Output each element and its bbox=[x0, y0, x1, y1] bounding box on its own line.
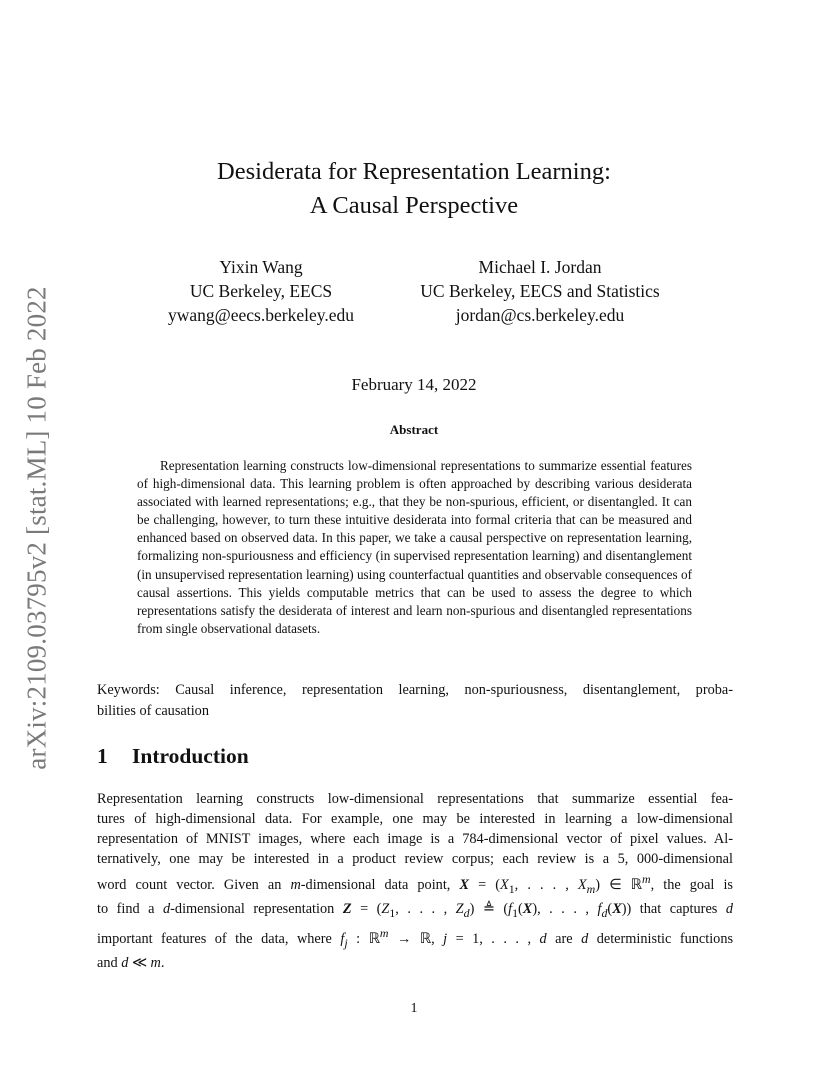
keywords bbox=[97, 680, 733, 721]
intro-line-6 bbox=[97, 899, 733, 923]
section-heading bbox=[97, 744, 249, 769]
text-segment: and bbox=[97, 954, 118, 971]
paper-date: February 14, 2022 bbox=[351, 375, 477, 394]
author-block-2 bbox=[400, 255, 680, 327]
author-email: jordan@cs.berkeley.edu bbox=[455, 305, 625, 325]
keywords-line-1: Keywords: Causal inference, representation learning, non-spuriousness, disentanglement, proba- bbox=[97, 682, 733, 698]
text-segment: -dimensional representation bbox=[170, 901, 335, 918]
math-inline: d bbox=[581, 930, 589, 947]
author-name: Michael I. Jordan bbox=[478, 257, 602, 277]
math-inline: d bbox=[725, 901, 734, 918]
intro-line-4 bbox=[97, 849, 733, 869]
math-inline: $Z = (Z_1$, . . . , $Z_d$) ≜ ($f_1(X)$, . . . , $f_d(X)$) bbox=[342, 901, 632, 920]
author-affiliation: UC Berkeley, EECS and Statistics bbox=[420, 281, 660, 301]
intro-line-2: tures of high-dimensional data. For example, one may be interested in learning a low-dimensional bbox=[97, 811, 733, 828]
intro-line-1: Representation learning constructs low-dimensional representations that summarize essential fea- bbox=[97, 791, 733, 807]
intro-line-7 bbox=[97, 923, 733, 953]
paper-title bbox=[0, 155, 828, 223]
section-title: Introduction bbox=[132, 744, 249, 768]
math-inline: d ≪ m. bbox=[121, 954, 165, 971]
text-segment: deterministic functions bbox=[596, 930, 734, 947]
text-segment: representation of MNIST images, where each image is a bbox=[97, 831, 455, 848]
arxiv-identifier-stamp: arXiv:2109.03795v2 [stat.ML] 10 Feb 2022 bbox=[21, 286, 52, 770]
text-segment: are bbox=[555, 930, 573, 947]
author-block-1 bbox=[151, 255, 371, 327]
math-inline: $f_j$ : ℝ$^m$ → ℝ, j = 1, . . . , d bbox=[340, 926, 547, 950]
text-segment: -dimensional data point, bbox=[300, 877, 451, 894]
author-email: ywang@eecs.berkeley.edu bbox=[167, 305, 354, 325]
abstract-heading: Abstract bbox=[389, 422, 439, 437]
math-inline: $X = (X_1$, . . . , $X_m$) ∈ ℝ$^m$ bbox=[459, 872, 651, 896]
text-segment: important features of the data, where bbox=[97, 930, 332, 947]
text-segment: word count vector. Given an bbox=[97, 877, 282, 894]
text-segment: , the goal is bbox=[650, 877, 733, 894]
intro-line-8 bbox=[97, 953, 733, 973]
text-segment: -dimensional vector of pixel values. Al- bbox=[483, 831, 733, 848]
text-segment: -dimensional bbox=[658, 851, 733, 868]
abstract-body: Representation learning constructs low-dimensional representations to summarize essential features of high-dimensional data. This learning problem is often approached by describing various desiderata associated with learned representations; e.g., that they be non-spurious, efficient, or disentangled. It can be challenging, however, to turn these intuitive desiderata into formal criteria that can be measured and enhanced based on observed data. In this paper, we take a causal perspective on representation learning, formalizing non-spuriousness and efficiency (in supervised representation learning) and disentanglement (in unsupervised representation learning) using counterfactual quantities and observable consequences of causal assertions. This yields computable metrics that can be used to assess the degree to which representations satisfy the desiderata of interest and learn non-spurious and disentangled representations from single observational datasets. bbox=[137, 458, 692, 636]
text-segment: ternatively, one may be interested in a product review corpus; each review is a bbox=[97, 851, 610, 868]
intro-line-5 bbox=[97, 869, 733, 899]
intro-paragraph bbox=[97, 789, 733, 973]
text-segment: to find a bbox=[97, 901, 155, 918]
math-inline: d bbox=[163, 901, 171, 918]
keywords-line-2: bilities of causation bbox=[97, 702, 209, 719]
math-inline: m bbox=[290, 877, 301, 894]
author-affiliation: UC Berkeley, EECS bbox=[189, 281, 333, 301]
intro-line-3 bbox=[97, 829, 733, 849]
author-name: Yixin Wang bbox=[219, 257, 303, 277]
title-line-2: A Causal Perspective bbox=[309, 192, 519, 219]
math-number: 784 bbox=[462, 831, 484, 848]
section-number: 1 bbox=[97, 744, 108, 768]
title-line-1: Desiderata for Representation Learning: bbox=[217, 158, 611, 185]
text-segment: that captures bbox=[639, 901, 718, 918]
page-number: 1 bbox=[410, 1001, 418, 1016]
math-number: 5, 000 bbox=[617, 851, 659, 868]
